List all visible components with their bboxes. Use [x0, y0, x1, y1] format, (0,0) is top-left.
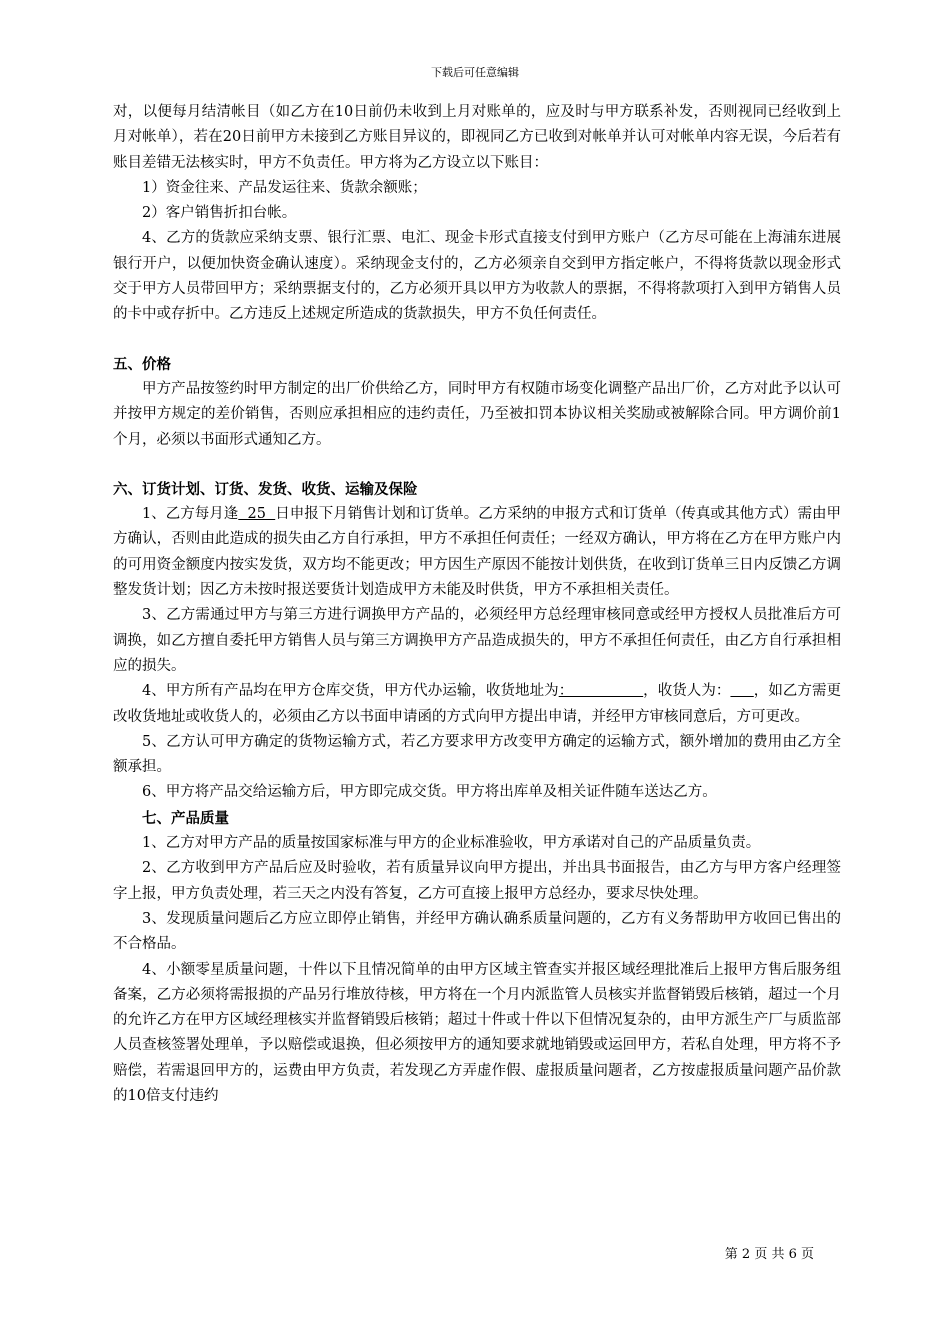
paragraph: 甲方产品按签约时甲方制定的出厂价供给乙方，同时甲方有权随市场变化调整产品出厂价，乙方对此予以认可并按甲方规定的差价销售，否则应承担相应的违约责任，乃至被扣罚本协议相关奖励或被解除合同。甲方调价前1个月，必须以书面形式通知乙方。 [113, 380, 841, 448]
fill-in-blank: 25 [238, 506, 276, 523]
paragraph: 3、乙方需通过甲方与第三方进行调换甲方产品的，必须经甲方总经理审核同意或经甲方授权人员批准后方可调换，如乙方擅自委托甲方销售人员与第三方调换甲方产品造成损失的，甲方不承担任何责任，由乙方自行承担相应的损失。 [113, 607, 841, 674]
text: 1、乙方每月逢 [142, 506, 239, 523]
paragraph: 4、乙方的货款应采纳支票、银行汇票、电汇、现金卡形式直接支付到甲方账户（乙方尽可能在上海浦东进展银行开户，以便加快资金确认速度）。采纳现金支付的，乙方必须亲自交到甲方指定帐户，不得将货款以现金形式交于甲方人员带回甲方；采纳票据支付的，乙方必须开具以甲方为收款人的票据，不得将款项打入到甲方销售人员的卡中或存折中。乙方违反上述规定所造成的货款损失，甲方不负任何责任。 [113, 230, 841, 323]
paragraph: 6、甲方将产品交给运输方后，甲方即完成交货。甲方将出库单及相关证件随车送达乙方。 [142, 784, 717, 801]
text: ，如乙方需更改收货地址或收货人的，必须由乙方以书面申请函的方式向甲方提出申请，并经甲方审核同意后，方可更改。 [113, 683, 842, 725]
list-item: 1）资金往来、产品发运往来、货款余额账； [142, 179, 427, 196]
fill-in-blank [730, 683, 753, 699]
section-heading: 七、产品质量 [142, 809, 229, 827]
fill-in-blank: ： [558, 683, 644, 700]
section-heading: 五、价格 [113, 355, 171, 373]
text: ，收货人为： [643, 683, 731, 700]
text: 日申报下月销售计划和订货单。乙方采纳的申报方式和订货单（传真或其他方式）需由甲方确认，否则由此造成的损失由乙方自行承担，甲方不承担任何责任；一经双方确认，甲方将在乙方在甲方账户内的可用资金额度内按实发货，双方均不能更改；甲方因生产原因不能按计划供货，在收到订货单三日内反馈乙方调整发货计划；因乙方未按时报送要货计划造成甲方未能及时供货，甲方不承担相关责任。 [113, 506, 841, 599]
page-number: 第 2 页 共 6 页 [724, 1247, 814, 1262]
list-item: 2）客户销售折扣台帐。 [142, 205, 297, 222]
paragraph: 5、乙方认可甲方确定的货物运输方式，若乙方要求甲方改变甲方确定的运输方式，额外增加的费用由乙方全额承担。 [113, 733, 841, 776]
paragraph: 4、小额零星质量问题，十件以下且情况简单的由甲方区域主管查实并报区域经理批准后上报甲方售后服务组备案，乙方必须将需报损的产品另行堆放待核，甲方将在一个月内派监管人员核实并监督销毁后核销，超过一个月的允许乙方在甲方区域经理核实并监督销毁后核销；超过十件或十件以下但情况复杂的，由甲方派生产厂与质监部人员查核签署处理单，予以赔偿或退换，但必须按甲方的通知要求就地销毁或运回甲方，若私自处理，甲方将不予赔偿，若需退回甲方的，运费由甲方负责，若发现乙方弄虚作假、虚报质量问题者，乙方按虚报质量问题产品价款的10倍支付违约 [113, 961, 841, 1104]
page-header: 下载后可任意编辑 [431, 66, 519, 79]
document-body [113, 100, 841, 1109]
paragraph: 2、乙方收到甲方产品后应及时验收，若有质量异议向甲方提出，并出具书面报告，由乙方与甲方客户经理签字上报，甲方负责处理，若三天之内没有答复，乙方可直接上报甲方总经办，要求尽快处理。 [113, 860, 841, 902]
section-heading: 六、订货计划、订货、发货、收货、运输及保险 [113, 480, 418, 498]
paragraph [113, 679, 841, 730]
paragraph: 对，以便每月结清帐目（如乙方在10日前仍未收到上月对账单的，应及时与甲方联系补发，否则视同已经收到上月对帐单），若在20日前甲方未接到乙方账目异议的，即视同乙方已收到对帐单并认可对帐单内容无误，今后若有账目差错无法核实时，甲方不负责任。甲方将为乙方设立以下账目： [113, 104, 841, 171]
text: 4、甲方所有产品均在甲方仓库交货，甲方代办运输，收货地址为 [142, 683, 559, 700]
paragraph: 3、发现质量问题后乙方应立即停止销售，并经甲方确认确系质量问题的，乙方有义务帮助甲方收回已售出的不合格品。 [113, 910, 841, 953]
paragraph [113, 502, 841, 603]
paragraph: 1、乙方对甲方产品的质量按国家标准与甲方的企业标准验收，甲方承诺对自己的产品质量负责。 [142, 835, 761, 852]
